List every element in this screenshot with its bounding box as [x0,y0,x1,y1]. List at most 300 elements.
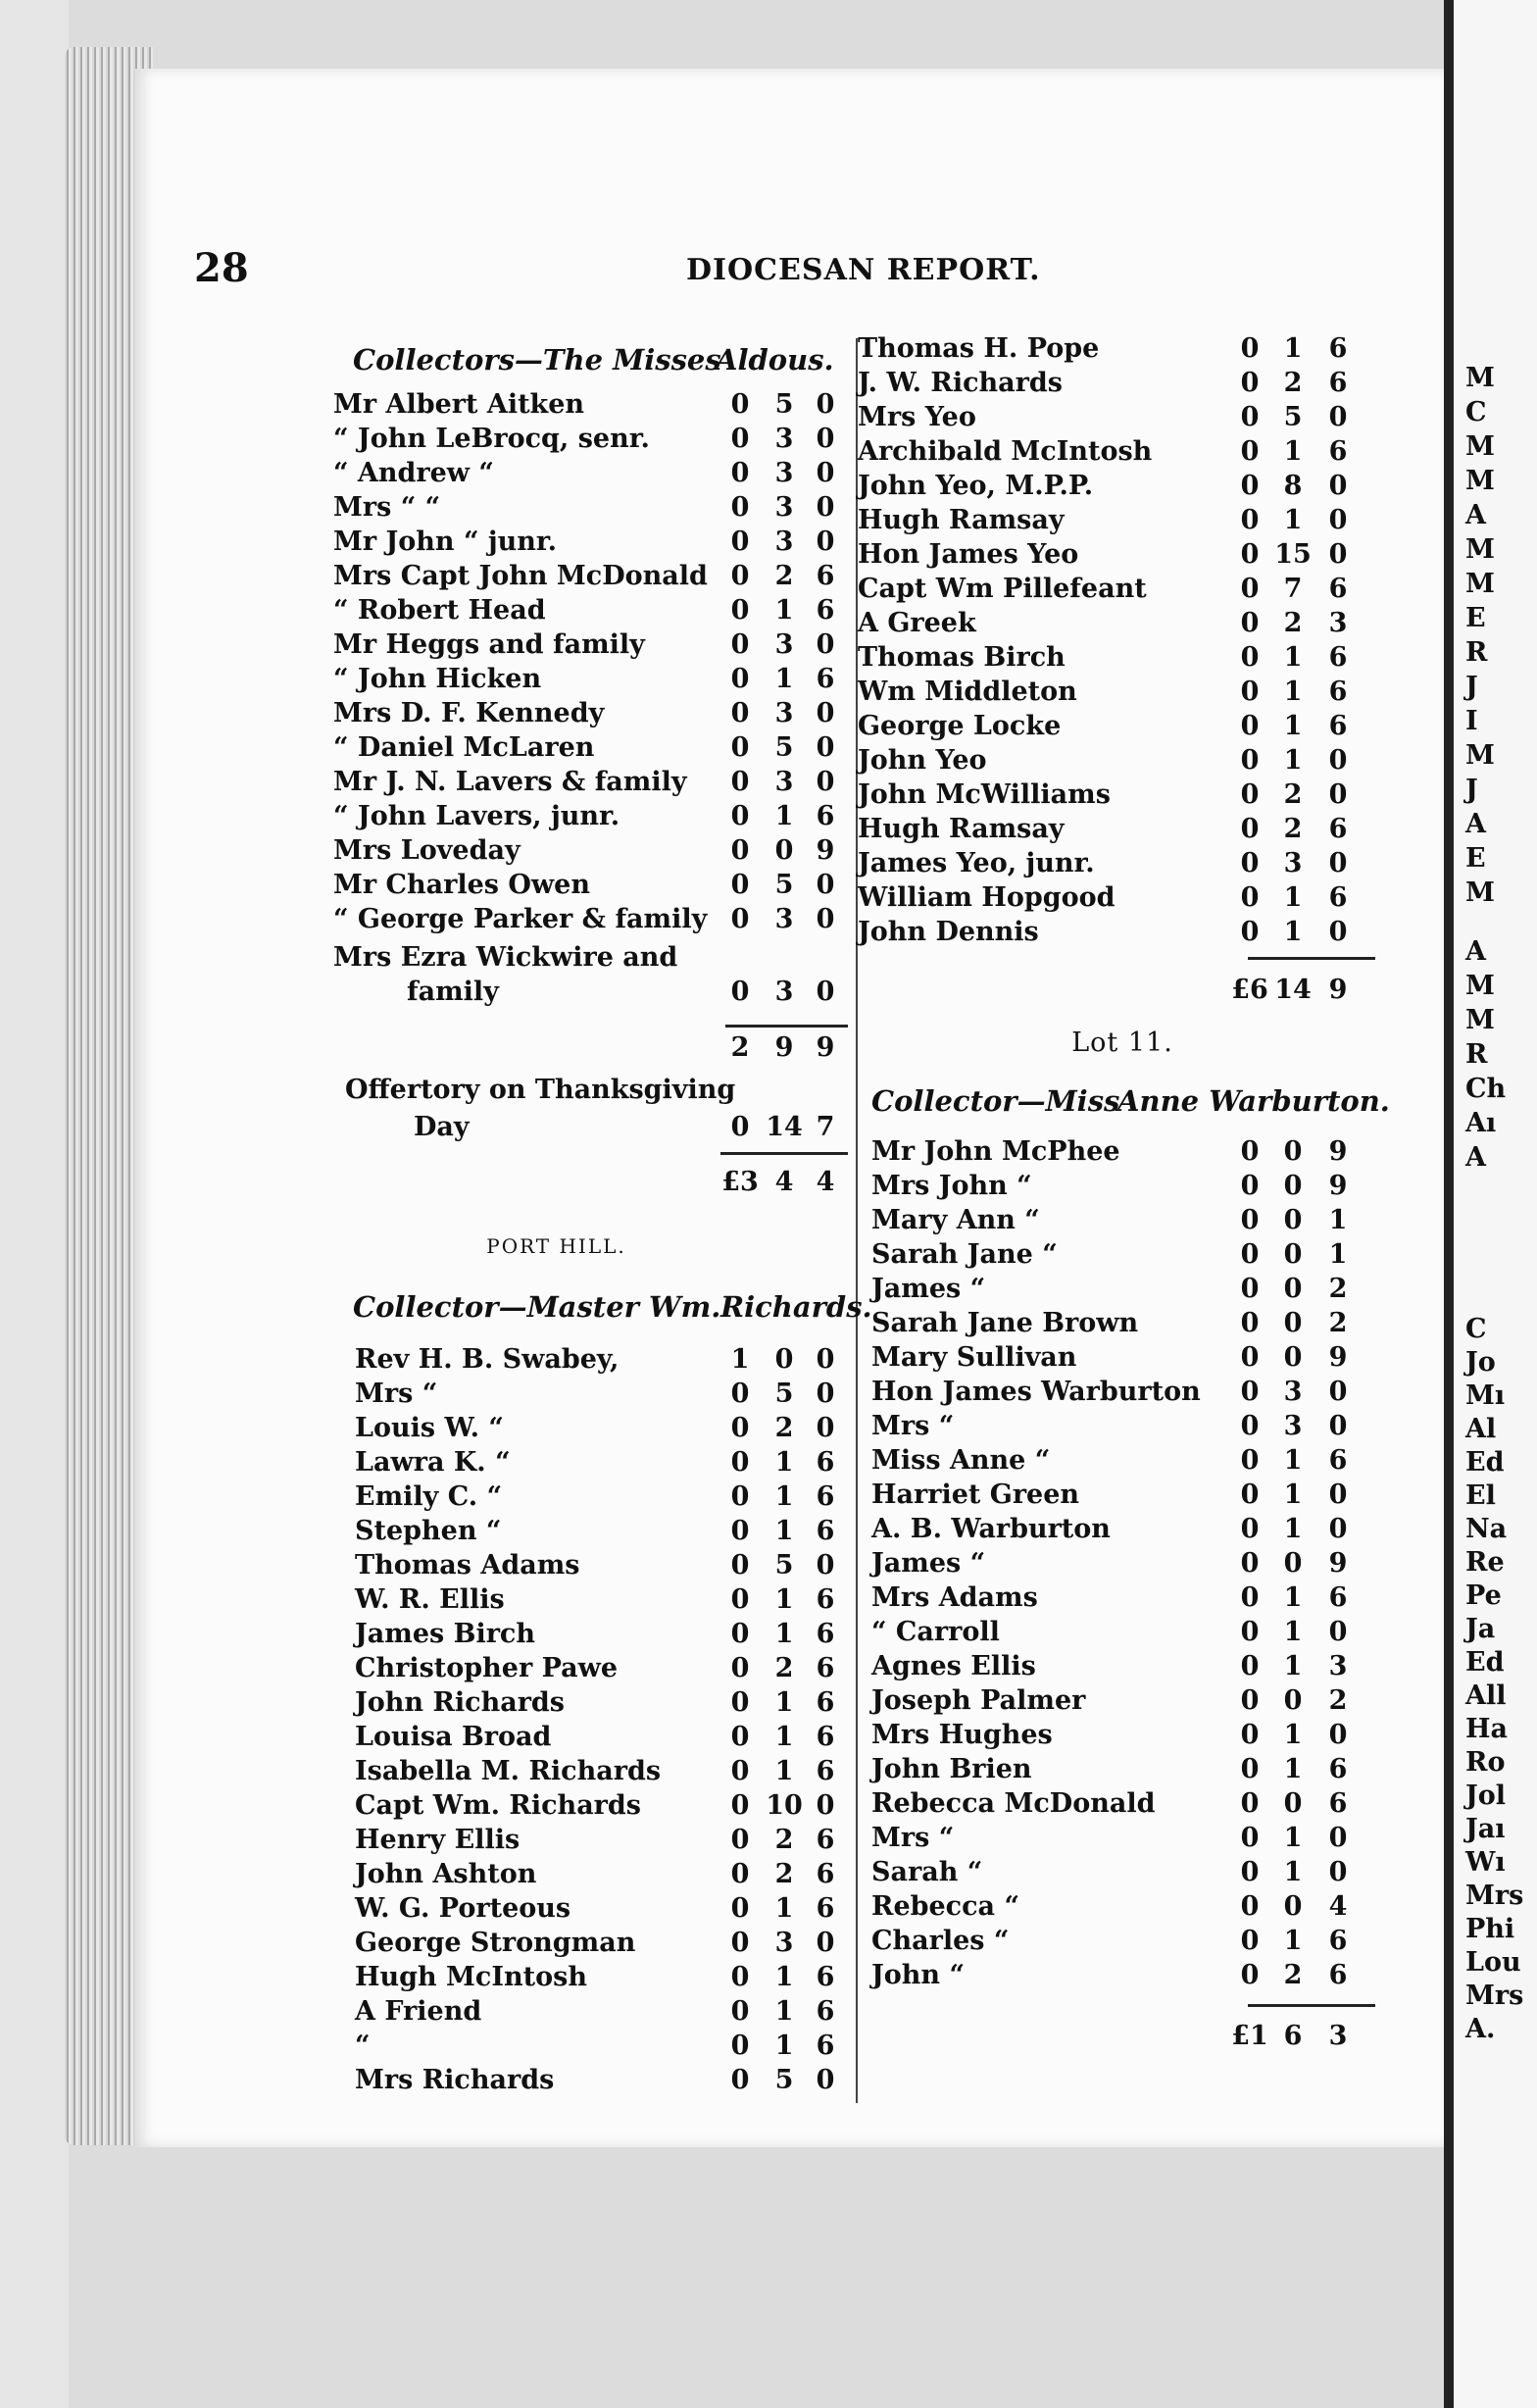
entry-name: “ Andrew “ [333,458,494,488]
next-page-fragment: M [1465,569,1495,599]
entry-row [333,765,858,799]
amount-pounds: 0 [730,561,750,591]
entry-row [858,778,1387,812]
amount-shillings: 0 [1283,1685,1303,1716]
entry-row [871,1478,1387,1512]
continued-total-row [858,969,1387,1012]
entry-row [355,1960,858,1994]
amount-pence: 0 [816,629,835,660]
amount-pounds: 0 [730,1481,750,1512]
entry-name: Hon James Warburton [871,1377,1201,1407]
left-column [333,338,872,2097]
amount-pounds: 0 [1240,1754,1260,1784]
amount-shillings: 2 [774,1825,794,1855]
amount-shillings: 1 [774,1447,794,1478]
amount-pence: 0 [816,458,835,488]
amount-shillings: 5 [774,389,794,420]
amount-pounds: 0 [1240,711,1260,741]
entry-name: W. R. Ellis [355,1584,505,1615]
amount-pence: 0 [1328,505,1348,535]
entry-row [355,1342,858,1377]
entry-name: Capt Wm. Richards [355,1790,641,1821]
entry-row [333,559,858,593]
entry-row [871,1237,1387,1272]
entry-row [355,1377,858,1411]
amount-shillings: 2 [774,1653,794,1683]
collector-name: Aldous. [716,343,834,376]
amount-pence: 0 [1328,779,1348,810]
amount-pounds: 0 [1240,745,1260,776]
entry-row [333,868,858,902]
amount-pounds: 0 [1240,677,1260,707]
amount-pounds: 0 [730,1653,750,1683]
amount-pounds: 0 [1240,882,1260,913]
lot-11-total-rule [1248,2004,1375,2007]
entry-name: Mrs Richards [355,2065,555,2095]
amount-pounds: 0 [1240,1582,1260,1613]
total-pounds: £3 [721,1167,759,1197]
entry-row [858,537,1387,572]
amount-shillings: 3 [774,767,794,797]
entry-name: Mr John “ junr. [333,527,558,557]
amount-pence: 0 [816,424,835,454]
amount-pounds: 0 [730,870,750,900]
next-page-fragment: R [1465,637,1488,668]
entry-name: Hugh Ramsay [858,505,1065,535]
entry-name: “ Daniel McLaren [333,732,595,763]
amount-shillings: 2 [774,1859,794,1889]
port-hill-entry-list [333,1342,858,2097]
amount-pounds: 0 [1240,1720,1260,1750]
amount-pence: 6 [816,1481,835,1512]
entry-row [355,2063,858,2097]
entry-name: John Brien [871,1754,1032,1784]
total-pence: 9 [1328,975,1348,1005]
entry-name: A Friend [355,1996,482,2027]
amount-pence: 6 [816,1584,835,1615]
amount-shillings: 1 [774,1756,794,1786]
amount-pounds: 0 [1240,1411,1260,1441]
entry-name: Rev H. B. Swabey, [355,1344,620,1375]
entry-row [355,1548,858,1582]
amount-shillings: 3 [1283,1411,1303,1441]
amount-pence: 6 [1328,1788,1348,1819]
amount-shillings: 15 [1274,539,1312,570]
entry-name: Henry Ellis [355,1825,521,1855]
amount-shillings: 2 [1283,368,1303,398]
amount-pounds: 0 [1240,1857,1260,1887]
entry-row [871,1272,1387,1306]
amount-pence: 6 [1328,436,1348,467]
amount-pounds: 0 [730,424,750,454]
entry-row [871,1203,1387,1237]
amount-shillings: 3 [1283,848,1303,878]
next-page-fragment: Mrs [1465,1981,1524,2011]
lot-11-entry-list [858,1134,1387,1992]
entry-name: James Yeo, junr. [858,848,1095,878]
collector-heading-lot-11 [858,1079,1390,1123]
amount-pence: 6 [1328,711,1348,741]
next-page-fragment: M [1465,431,1495,462]
amount-pounds: 0 [730,977,750,1007]
entry-row [333,490,858,525]
entry-name: Mrs Capt John McDonald [333,561,708,591]
entry-row [333,696,858,730]
amount-shillings: 1 [774,1619,794,1649]
amount-shillings: 10 [766,1790,803,1821]
next-page-fragment: Ed [1465,1647,1505,1678]
entry-row [355,1926,858,1960]
amount-shillings: 1 [774,2031,794,2061]
amount-pounds: 0 [730,629,750,660]
amount-pounds: 0 [1240,814,1260,844]
entry-name: Louisa Broad [355,1722,552,1752]
wickwire-row-2 [333,975,858,1009]
next-page-fragment: E [1465,603,1486,633]
entry-row [333,833,858,868]
amount-pounds: 0 [1240,1239,1260,1270]
continued-total-rule [1248,957,1375,960]
entry-name: William Hopgood [858,882,1116,913]
amount-pence: 6 [816,1722,835,1752]
amount-shillings: 2 [774,561,794,591]
amount-shillings: 1 [774,1996,794,2027]
next-page-fragment: A. [1465,2014,1496,2044]
subtotal-pounds: 2 [730,1032,750,1063]
entry-row [333,902,858,936]
entry-name: Mrs D. F. Kennedy [333,698,605,728]
entry-row [355,1651,858,1685]
section-heading-port-hill: PORT HILL. [486,1234,626,1258]
next-page-fragment: E [1465,843,1486,874]
amount-pence: 1 [1328,1239,1348,1270]
next-page-fragment: M [1465,534,1495,565]
amount-pence: 0 [1328,1823,1348,1853]
amount-pence: 9 [1328,1548,1348,1579]
amount-pounds: 0 [1240,1274,1260,1304]
amount-pence: 6 [816,1653,835,1683]
amount-pence: 4 [1328,1891,1348,1922]
entry-name: Mrs Loveday [333,835,521,866]
entry-row [858,640,1387,675]
amount-shillings: 0 [1283,1548,1303,1579]
offertory-label-day: Day [414,1112,470,1142]
entry-name: W. G. Porteous [355,1893,571,1924]
next-page-fragment: El [1465,1480,1496,1511]
entry-row [858,743,1387,778]
amount-shillings: 1 [1283,1480,1303,1510]
amount-shillings: 3 [774,698,794,728]
amount-shillings: 0 [1283,1891,1303,1922]
amount-pounds: 0 [730,1996,750,2027]
amount-pounds: 0 [730,1687,750,1718]
amount-pounds: 0 [1240,505,1260,535]
entry-name: George Strongman [355,1928,636,1958]
amount-shillings: 1 [1283,642,1303,673]
entry-name: Mrs Ezra Wickwire and [333,942,678,973]
section-heading-lot-11: Lot 11. [1071,1028,1173,1058]
continued-entry-list [858,331,1387,949]
amount-pounds: 0 [1240,917,1260,947]
amount-shillings: 2 [1283,779,1303,810]
entry-row [333,387,858,422]
right-column [858,331,1390,2059]
entry-name: George Locke [858,711,1062,741]
next-page-fragment: Jaı [1465,1814,1506,1844]
amount-pounds: 0 [730,732,750,763]
amount-pence: 6 [1328,814,1348,844]
entry-name: “ John Lavers, junr. [333,801,620,831]
next-page-fragment: M [1465,878,1495,908]
entry-name: James “ [871,1274,986,1304]
amount-pence: 0 [816,870,835,900]
amount-pence: 6 [1328,1754,1348,1784]
amount-pence: 0 [816,2065,835,2095]
amount-shillings: 1 [1283,333,1303,364]
amount-shillings: 0 [774,1344,794,1375]
entry-name: Hon James Yeo [858,539,1079,570]
total-rule [720,1152,848,1155]
amount-pounds: 0 [1240,608,1260,638]
subtotal-pence: 9 [816,1032,835,1063]
aldous-total-row [333,1160,858,1205]
offertory-pence: 7 [816,1112,835,1142]
entry-name: Hugh Ramsay [858,814,1065,844]
amount-shillings: 1 [774,1481,794,1512]
entry-row [871,1924,1387,1958]
amount-shillings: 1 [1283,505,1303,535]
amount-pounds: 0 [730,1584,750,1615]
amount-pounds: 0 [1240,1651,1260,1681]
collector-prefix: Collectors—The Misses [353,343,721,376]
entry-row [871,1306,1387,1340]
entry-row [355,1445,858,1480]
entry-row [871,1683,1387,1718]
amount-pence: 0 [1328,848,1348,878]
entry-name: family [407,977,499,1007]
amount-shillings: 3 [774,492,794,523]
next-page-edge [1454,0,1537,2408]
amount-shillings: 2 [774,1413,794,1443]
entry-name: Harriet Green [871,1480,1080,1510]
entry-name: Thomas Birch [858,642,1066,673]
entry-row [871,1169,1387,1203]
next-page-fragment: M [1465,1005,1495,1035]
entry-row [871,1615,1387,1649]
entry-name: Agnes Ellis [871,1651,1036,1681]
amount-shillings: 1 [1283,1445,1303,1476]
amount-pence: 6 [816,1859,835,1889]
amount-pence: 0 [816,527,835,557]
entry-row [333,422,858,456]
amount-pounds: 0 [1240,1960,1260,1990]
entry-row [871,1512,1387,1546]
amount-pence: 0 [816,1344,835,1375]
next-page-fragment: M [1465,971,1495,1001]
entry-row [858,503,1387,537]
amount-pence: 6 [1328,1445,1348,1476]
amount-pence: 9 [1328,1171,1348,1201]
amount-shillings: 3 [1283,1377,1303,1407]
entry-name: Mrs John “ [871,1171,1032,1201]
amount-pounds: 0 [1240,1171,1260,1201]
amount-shillings: 1 [1283,1754,1303,1784]
amount-pounds: 0 [730,1516,750,1546]
entry-name: Capt Wm Pillefeant [858,574,1147,604]
offertory-row-2 [333,1107,858,1148]
amount-pence: 6 [816,801,835,831]
next-page-fragment: Re [1465,1547,1505,1578]
amount-pence: 1 [1328,1205,1348,1235]
page-number: 28 [194,245,249,291]
amount-pence: 9 [1328,1136,1348,1167]
entry-row [355,1857,858,1891]
amount-pence: 6 [816,595,835,626]
next-page-fragment: Ro [1465,1747,1506,1778]
amount-shillings: 1 [1283,436,1303,467]
amount-pounds: 0 [1240,402,1260,432]
amount-shillings: 0 [1283,1788,1303,1819]
next-page-fragment: Ja [1465,1614,1496,1644]
entry-name: Mrs “ [355,1379,438,1409]
amount-shillings: 1 [1283,1514,1303,1544]
entry-name: “ John LeBrocq, senr. [333,424,650,454]
amount-pence: 6 [1328,1582,1348,1613]
entry-name: James Birch [355,1619,535,1649]
entry-name: Mary Sullivan [871,1342,1077,1373]
entry-row [355,1685,858,1720]
entry-row [871,1580,1387,1615]
amount-pence: 6 [1328,333,1348,364]
amount-shillings: 1 [774,1962,794,1992]
entry-name: John Yeo, M.P.P. [858,471,1094,501]
next-page-fragment: Lou [1465,1947,1521,1978]
amount-pounds: 0 [730,664,750,694]
amount-pounds: 0 [1240,1205,1260,1235]
entry-row [871,1546,1387,1580]
amount-shillings: 1 [1283,1720,1303,1750]
amount-pence: 6 [1328,368,1348,398]
amount-pence: 0 [1328,402,1348,432]
entry-row [871,1889,1387,1924]
amount-pence: 6 [816,664,835,694]
total-shillings: 6 [1283,2021,1303,2051]
entry-row [871,1340,1387,1375]
amount-pence: 0 [816,767,835,797]
amount-pounds: 0 [730,1447,750,1478]
amount-pence: 6 [816,1893,835,1924]
next-page-fragment: Al [1465,1414,1497,1444]
amount-pence: 0 [816,977,835,1007]
amount-pounds: 0 [730,1619,750,1649]
amount-pounds: 0 [1240,1377,1260,1407]
book-gutter [1444,0,1454,2408]
amount-pence: 6 [816,2031,835,2061]
next-page-fragment: I [1465,706,1478,736]
next-page-fragment: M [1465,466,1495,496]
entry-row [858,434,1387,469]
amount-shillings: 7 [1283,574,1303,604]
amount-pounds: 0 [1240,1308,1260,1338]
entry-row [355,1720,858,1754]
next-page-fragment: Wı [1465,1847,1506,1878]
amount-pounds: 0 [1240,1926,1260,1956]
amount-pounds: 0 [1240,779,1260,810]
subtotal-rule [725,1025,848,1028]
next-page-fragment: Na [1465,1514,1508,1544]
entry-name: Miss Anne “ [871,1445,1051,1476]
entry-name: Mrs Adams [871,1582,1038,1613]
amount-shillings: 5 [774,2065,794,2095]
amount-pounds: 0 [730,1825,750,1855]
amount-pounds: 0 [1240,1548,1260,1579]
next-page-fragment: C [1465,1314,1487,1344]
amount-pounds: 0 [730,389,750,420]
entry-name: “ Robert Head [333,595,546,626]
amount-pence: 0 [816,904,835,934]
amount-pence: 6 [1328,1926,1348,1956]
entry-row [871,1855,1387,1889]
entry-row [333,662,858,696]
running-head: DIOCESAN REPORT. [686,253,1041,287]
amount-pence: 6 [1328,642,1348,673]
entry-name: Joseph Palmer [871,1685,1086,1716]
entry-name: Mrs “ [871,1823,955,1853]
next-page-fragment: Ha [1465,1714,1509,1744]
amount-pounds: 0 [730,2031,750,2061]
amount-pence: 6 [816,1996,835,2027]
amount-pounds: 0 [730,1893,750,1924]
amount-pounds: 0 [730,1962,750,1992]
next-page-fragment: J [1465,672,1478,702]
entry-row [858,675,1387,709]
amount-shillings: 1 [774,1722,794,1752]
amount-pounds: 0 [730,767,750,797]
next-page-fragment: Aı [1465,1108,1497,1138]
entry-name: Wm Middleton [858,677,1077,707]
aldous-entry-list [333,387,858,936]
entry-row [858,572,1387,606]
entry-name: John Yeo [858,745,987,776]
collector-name: Richards. [720,1290,872,1324]
entry-name: “ John Hicken [333,664,542,694]
offertory-pounds: 0 [730,1112,750,1142]
amount-shillings: 1 [1283,677,1303,707]
subtotal-shillings: 9 [774,1032,794,1063]
amount-shillings: 1 [1283,1617,1303,1647]
entry-row [355,1411,858,1445]
amount-pounds: 0 [730,1722,750,1752]
amount-pence: 6 [816,1516,835,1546]
entry-name: Sarah “ [871,1857,983,1887]
entry-name: John Dennis [858,917,1039,947]
entry-row [355,1788,858,1823]
amount-pence: 0 [1328,1377,1348,1407]
amount-pence: 0 [816,1413,835,1443]
amount-shillings: 0 [1283,1274,1303,1304]
amount-pounds: 0 [730,1928,750,1958]
scan-background [0,0,69,2408]
amount-shillings: 1 [774,1687,794,1718]
amount-pounds: 0 [1240,1891,1260,1922]
next-page-fragment: Ed [1465,1447,1505,1478]
amount-pounds: 0 [730,1550,750,1580]
next-page-fragment: A [1465,936,1486,967]
entry-name: Stephen “ [355,1516,502,1546]
offertory-shillings: 14 [766,1112,803,1142]
entry-row [355,1891,858,1926]
amount-pence: 9 [816,835,835,866]
